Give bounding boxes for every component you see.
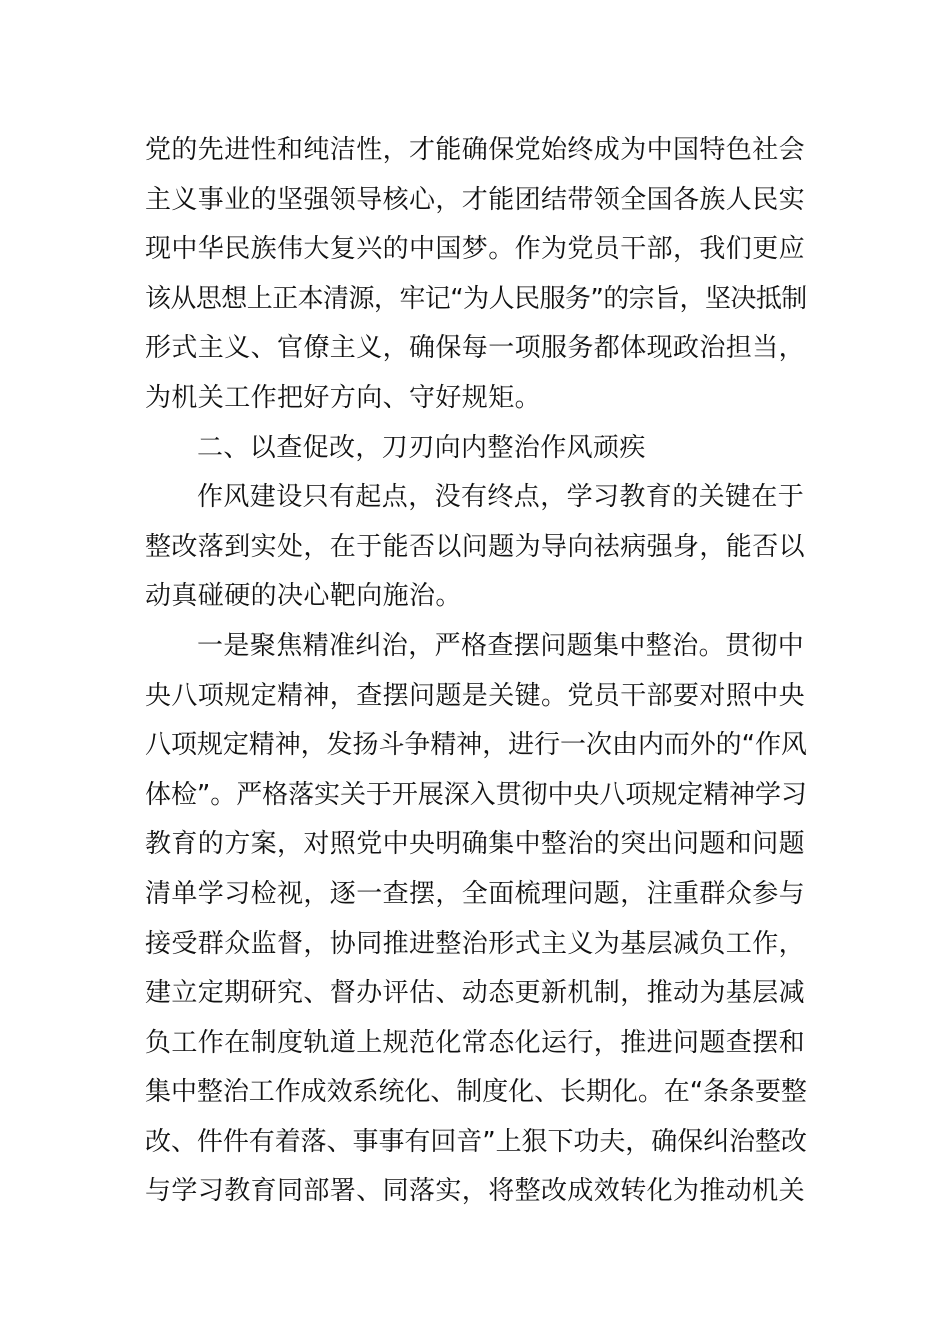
text-line: 接受群众监督，协同推进整治形式主义为基层减负工作， xyxy=(145,928,806,959)
text-line: 集中整治工作成效系统化、制度化、长期化。在“条条要整 xyxy=(145,1077,807,1108)
text-line: 建立定期研究、督办评估、动态更新机制，推动为基层减 xyxy=(145,978,806,1009)
text-line: 央八项规定精神，查摆问题是关键。党员干部要对照中央 xyxy=(145,680,806,711)
text-line: 体检”。严格落实关于开展深入贯彻中央八项规定精神学习 xyxy=(145,779,807,810)
text-line: 八项规定精神，发扬斗争精神，进行一次由内而外的“作风 xyxy=(145,730,807,761)
text-line: 教育的方案，对照党中央明确集中整治的突出问题和问题 xyxy=(145,829,806,860)
text-line: 形式主义、官僚主义，确保每一项服务都体现政治担当， xyxy=(145,333,806,364)
text-line: 整改落到实处，在于能否以问题为导向祛病强身，能否以 xyxy=(145,531,806,562)
text-line: 负工作在制度轨道上规范化常态化运行，推进问题查摆和 xyxy=(145,1027,806,1058)
text-line: 现中华民族伟大复兴的中国梦。作为党员干部，我们更应 xyxy=(145,234,806,265)
text-line: 为机关工作把好方向、守好规矩。 xyxy=(145,382,542,413)
document-body xyxy=(145,126,807,1217)
text-line: 主义事业的坚强领导核心，才能团结带领全国各族人民实 xyxy=(145,184,806,215)
paragraph-first-line: 一是聚焦精准纠治，严格查摆问题集中整治。贯彻中 xyxy=(197,630,805,661)
text-line: 与学习教育同部署、同落实，将整改成效转化为推动机关 xyxy=(145,1176,806,1207)
text-line: 党的先进性和纯洁性，才能确保党始终成为中国特色社会 xyxy=(145,135,806,165)
text-line: 清单学习检视，逐一查摆，全面梳理问题，注重群众参与 xyxy=(145,878,806,909)
text-line: 动真碰硬的决心靶向施治。 xyxy=(145,581,462,612)
paragraph-first-line: 作风建设只有起点，没有终点，学习教育的关键在于 xyxy=(197,482,805,513)
text-line: 改、件件有着落、事事有回音”上狠下功夫，确保纠治整改 xyxy=(145,1126,807,1157)
paragraph-first-line: 二、以查促改，刀刃向内整治作风顽疾 xyxy=(197,432,646,463)
text-line: 该从思想上正本清源，牢记“为人民服务”的宗旨，坚决抵制 xyxy=(145,283,807,314)
